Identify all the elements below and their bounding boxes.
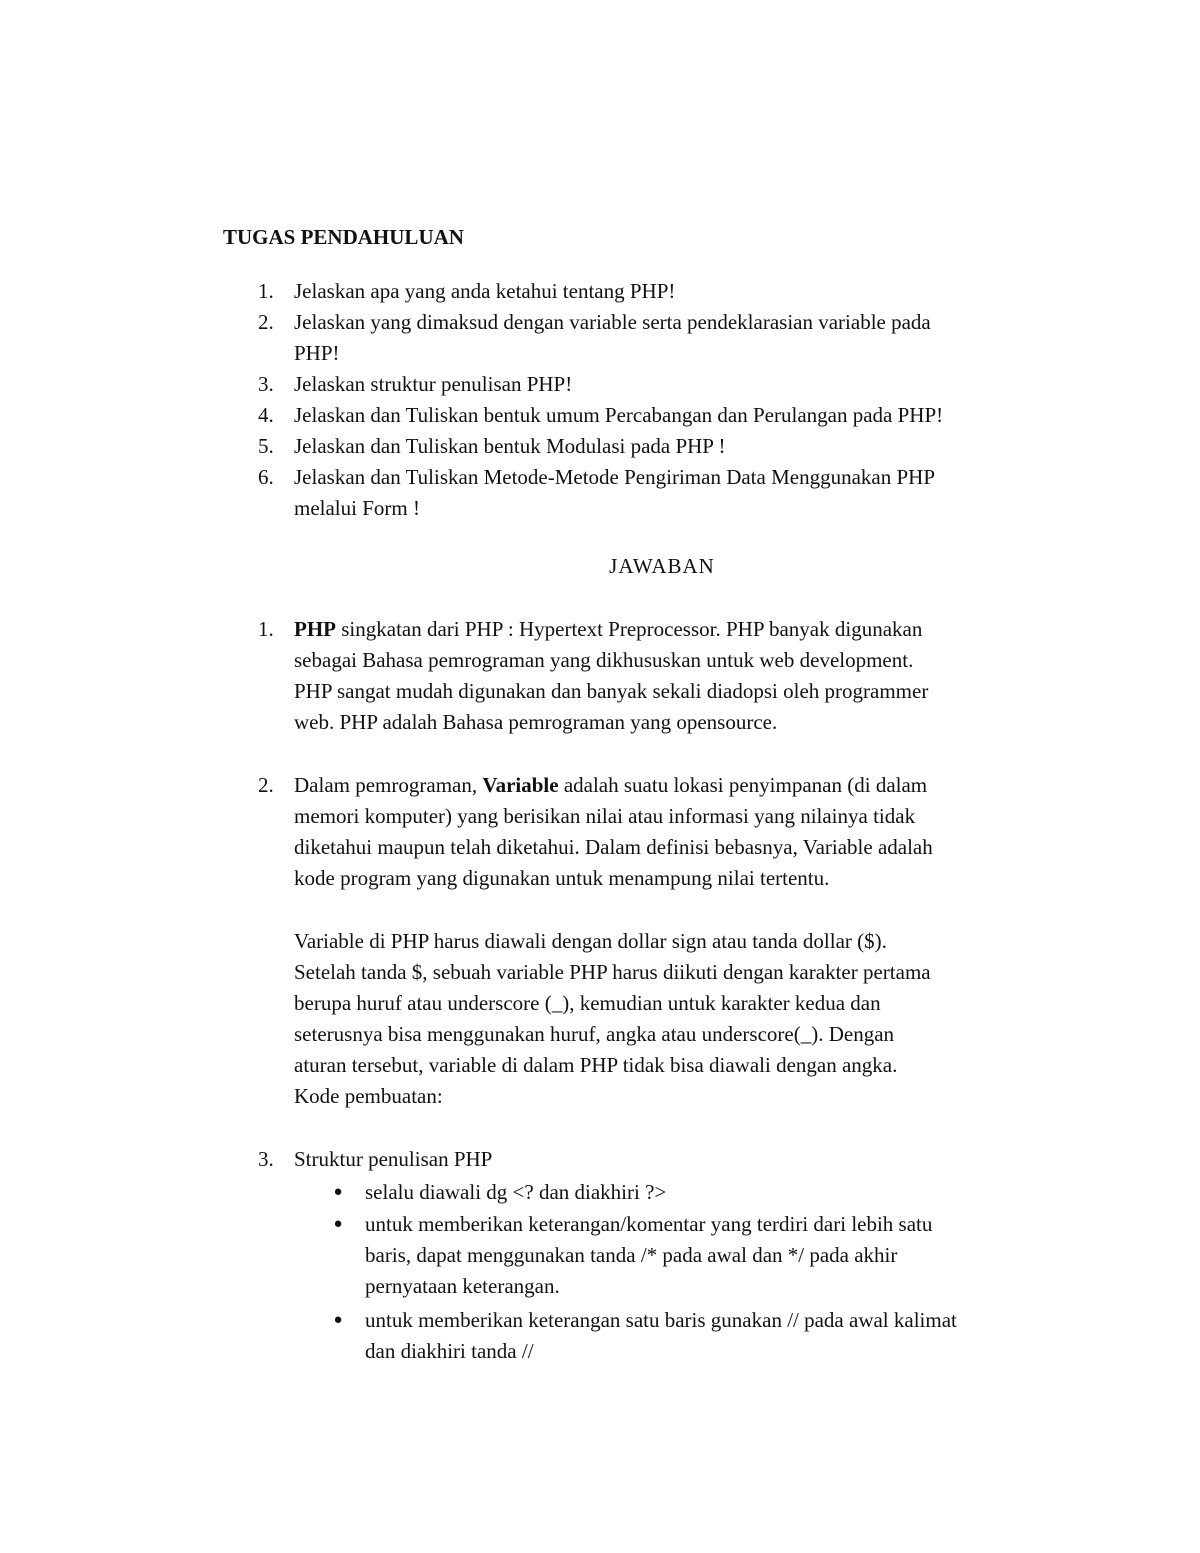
bullet-text: pernyataan keterangan. [365,1274,560,1298]
answer-number: 1. [258,617,274,641]
question-number: 4. [258,403,274,427]
question-text: Jelaskan dan Tuliskan bentuk Modulasi pada PHP ! [294,434,726,458]
question-number: 1. [258,279,274,303]
answers-heading: JAWABAN [609,554,715,578]
question-number: 6. [258,465,274,489]
answer-line: PHP sangat mudah digunakan dan banyak sekali diadopsi oleh programmer [294,679,929,703]
answer-line: web. PHP adalah Bahasa pemrograman yang opensource. [294,710,778,734]
answer-line: sebagai Bahasa pemrograman yang dikhususkan untuk web development. [294,648,914,672]
bullet-text: untuk memberikan keterangan satu baris gunakan // pada awal kalimat [365,1308,957,1332]
answer-line: berupa huruf atau underscore (_), kemudian untuk karakter kedua dan [294,991,881,1015]
answer-line [294,770,927,801]
answer-line-rest: adalah suatu lokasi penyimpanan (di dalam [558,773,928,797]
document-title: TUGAS PENDAHULUAN [223,225,464,249]
answer-line: Variable di PHP harus diawali dengan dollar sign atau tanda dollar ($). [294,929,887,953]
question-text: Jelaskan apa yang anda ketahui tentang PHP! [294,279,676,303]
answer-line: Kode pembuatan: [294,1084,443,1108]
answer-line: Setelah tanda $, sebuah variable PHP harus diikuti dengan karakter pertama [294,960,931,984]
answer-line [294,614,922,645]
bullet-text: selalu diawali dg <? dan diakhiri ?> [365,1180,667,1204]
question-number: 3. [258,372,274,396]
question-text: Jelaskan yang dimaksud dengan variable serta pendeklarasian variable pada [294,310,931,334]
answer-line-start: Dalam pemrograman, [294,773,483,797]
question-number: 2. [258,310,274,334]
question-text: Jelaskan dan Tuliskan Metode-Metode Pengiriman Data Menggunakan PHP [294,465,935,489]
answer-number: 2. [258,773,274,797]
bold-term: PHP [294,617,336,641]
question-text: Jelaskan struktur penulisan PHP! [294,372,573,396]
bullet-text: baris, dapat menggunakan tanda /* pada awal dan */ pada akhir [365,1243,898,1267]
answer-line: aturan tersebut, variable di dalam PHP tidak bisa diawali dengan angka. [294,1053,898,1077]
bullet-icon: ● [333,1216,343,1232]
answer-heading: Struktur penulisan PHP [294,1147,493,1171]
answer-line-rest: singkatan dari PHP : Hypertext Preprocessor. PHP banyak digunakan [336,617,923,641]
bullet-icon: ● [333,1184,343,1200]
question-text: Jelaskan dan Tuliskan bentuk umum Percabangan dan Perulangan pada PHP! [294,403,944,427]
answer-line: diketahui maupun telah diketahui. Dalam definisi bebasnya, Variable adalah [294,835,933,859]
answer-line: kode program yang digunakan untuk menampung nilai tertentu. [294,866,830,890]
bullet-text: untuk memberikan keterangan/komentar yang terdiri dari lebih satu [365,1212,933,1236]
answer-number: 3. [258,1147,274,1171]
bold-term: Variable [482,773,559,797]
question-text: melalui Form ! [294,496,420,520]
answer-line: memori komputer) yang berisikan nilai atau informasi yang nilainya tidak [294,804,916,828]
bullet-icon: ● [333,1312,343,1328]
question-number: 5. [258,434,274,458]
bullet-text: dan diakhiri tanda // [365,1339,534,1363]
answer-line: seterusnya bisa menggunakan huruf, angka atau underscore(_). Dengan [294,1022,895,1046]
question-text: PHP! [294,341,340,365]
